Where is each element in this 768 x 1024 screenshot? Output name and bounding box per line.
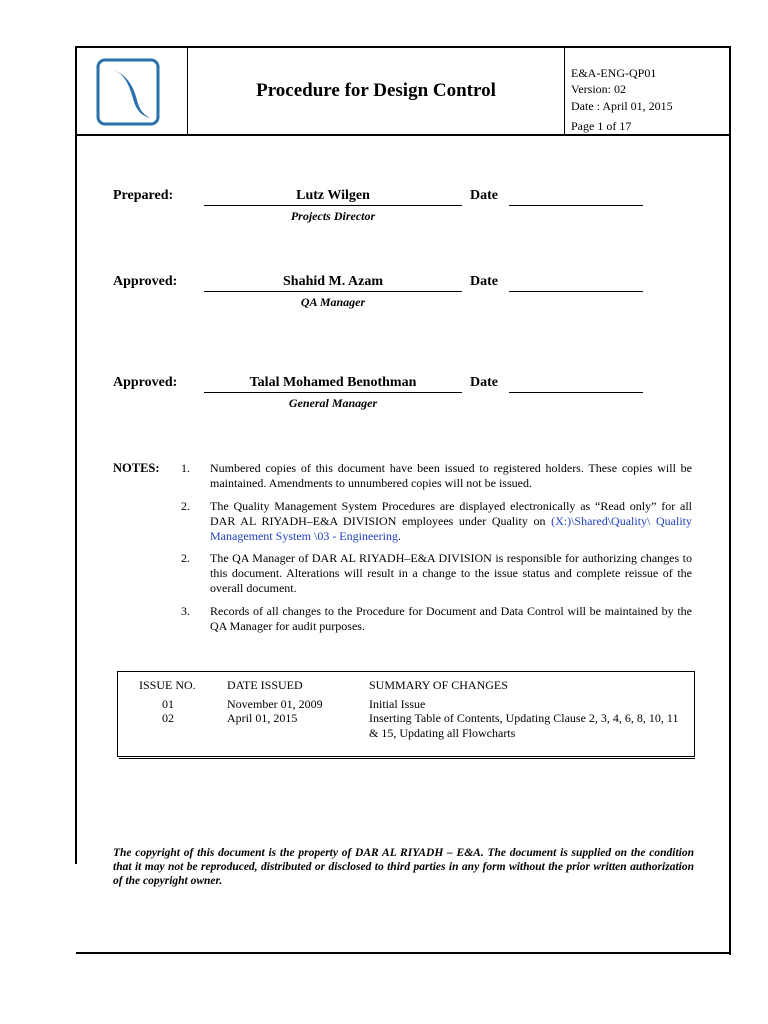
note-text: Numbered copies of this document have been issued to registered holders. These copies will be maintained. Amendments to unnumbered copies will not be issued.: [210, 461, 692, 490]
table-row-summary: Initial Issue: [369, 697, 426, 711]
page-number: Page 1 of 17: [571, 119, 632, 133]
frame-top-border: [76, 46, 731, 48]
table-row-issue: 02: [162, 711, 174, 725]
note-number: 3.: [181, 604, 190, 618]
prepared-date-line: [509, 205, 643, 206]
approved-gm-role: General Manager: [288, 396, 378, 410]
note-text: The QA Manager of DAR AL RIYADH–E&A DIVISION is responsible for authorizing changes to this document. Alterations will result in a change to the issue status and complete reissue of the overall document.: [210, 551, 692, 595]
quality-folder-link[interactable]: (X:)\Shared\Quality\ Quality Management System \03 - Engineering: [210, 514, 692, 543]
approved-gm-date-line: [509, 392, 643, 393]
prepared-by-name: Lutz Wilgen: [296, 188, 370, 203]
document-title: Procedure for Design Control: [256, 80, 496, 101]
prepared-label: Prepared:: [113, 188, 174, 203]
approved-qa-role: QA Manager: [300, 295, 366, 309]
company-logo: [96, 58, 160, 126]
approved-label-qa: Approved:: [113, 274, 178, 289]
approved-label-gm: Approved:: [113, 375, 178, 390]
table-row-date: April 01, 2015: [227, 711, 298, 725]
table-row-date: November 01, 2009: [227, 697, 323, 711]
frame-left-border: [75, 46, 77, 864]
approved-qa-signature-line: [204, 291, 462, 292]
table-row-issue: 01: [162, 697, 174, 711]
header-divider: [76, 134, 731, 136]
approved-qa-date-line: [509, 291, 643, 292]
approved-qa-date-label: Date: [470, 274, 498, 289]
frame-bottom-border: [76, 952, 731, 954]
document-version: Version: 02: [571, 82, 626, 96]
table-row-summary: Inserting Table of Contents, Updating Clause 2, 3, 4, 6, 8, 10, 11 & 15, Updating all Flowcharts: [369, 711, 679, 740]
change-history-underline: [119, 758, 695, 759]
note-number: 1.: [181, 461, 190, 475]
prepared-by-role: Projects Director: [290, 209, 376, 223]
header-column-divider-right: [564, 46, 565, 135]
column-header-issue: ISSUE NO.: [139, 678, 196, 692]
note-text: Records of all changes to the Procedure for Document and Data Control will be maintained by the QA Manager for audit purposes.: [210, 604, 692, 633]
note-text: [210, 499, 692, 544]
approved-gm-signature-line: [204, 392, 462, 393]
document-date: Date : April 01, 2015: [571, 99, 673, 113]
frame-right-border: [729, 46, 731, 955]
approved-gm-date-label: Date: [470, 375, 498, 390]
note-text-body: The Quality Management System Procedures are displayed electronically as “Read only” for all DAR AL RIYADH–E&A DIVISION employees under Quality on: [210, 499, 692, 528]
prepared-date-label: Date: [470, 188, 498, 203]
approved-gm-name: Talal Mohamed Benothman: [249, 375, 417, 390]
column-header-date: DATE ISSUED: [227, 678, 303, 692]
note-number: 2.: [181, 551, 190, 565]
prepared-signature-line: [204, 205, 462, 206]
approved-qa-name: Shahid M. Azam: [283, 274, 383, 289]
document-code: E&A-ENG-QP01: [571, 66, 657, 80]
column-header-summary: SUMMARY OF CHANGES: [369, 678, 508, 692]
note-text-tail: .: [397, 529, 401, 543]
notes-label: NOTES:: [113, 461, 160, 475]
copyright-notice: The copyright of this document is the property of DAR AL RIYADH – E&A. The document is supplied on the condition that it may not be reproduced, distributed or disclosed to third parties in any form without the prior written authorization of the copyright owner.: [113, 847, 694, 887]
note-number: 2.: [181, 499, 190, 513]
